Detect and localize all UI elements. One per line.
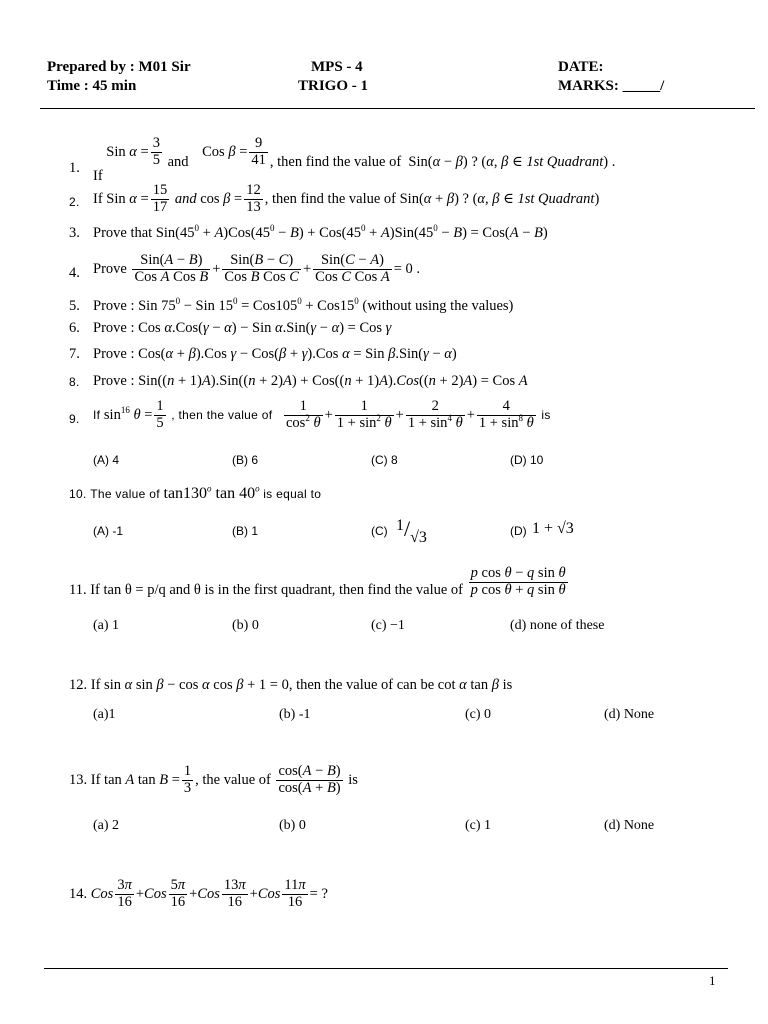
q7-prove: Prove : (93, 346, 135, 362)
q1-text: If Sin α = $\frac{3}{5}$ and Cos β = $\frac{9}{41}$ , then find the value of Sin(α − β) ? (α, β ∈ 1st Quadrant) . (93, 135, 616, 184)
q4-prove: Prove (93, 260, 127, 277)
q1-number: 1. (69, 160, 80, 176)
q12-number: 12. (69, 677, 88, 693)
q8-text: Prove : Sin((n + 1)A).Sin((n + 2)A) + Cos((n + 1)A).Cos((n + 2)A) = Cos A (93, 373, 528, 389)
q10-text: 10. The value of tan130$^o$ tan 40$^o$ is equal to (69, 483, 322, 502)
q10-option-b[interactable]: (B) 1 (232, 524, 259, 538)
q10-pre: The value of (90, 487, 160, 501)
q6-text: Prove : Cos α.Cos(γ − α) − Sin α.Sin(γ − α) = Cos γ (93, 320, 392, 336)
q2-quadrant: 1st Quadrant (517, 190, 595, 207)
date-label: DATE: (558, 59, 604, 75)
footer-rule (44, 968, 728, 969)
q11-option-a[interactable]: (a) 1 (93, 618, 120, 633)
q12-option-a[interactable]: (a)1 (93, 707, 116, 722)
q10-option-d-value: 1 + √3 (532, 520, 574, 537)
q1-and: and (167, 153, 189, 170)
q7-text: Prove : Cos(α + β).Cos γ − Cos(β + γ).Cos α = Sin β.Sin(γ − α) (93, 346, 457, 362)
q9-option-c[interactable]: (C) 8 (371, 453, 398, 467)
q2-find: , then find the value of (264, 190, 396, 207)
q10-number: 10. (69, 487, 87, 501)
q4-number: 4. (69, 265, 80, 281)
marks-label: MARKS: _____/ (558, 78, 665, 94)
q13-mid: , the value of (195, 771, 271, 788)
prepared-by: Prepared by : M01 Sir (47, 59, 191, 75)
q8-prove: Prove : (93, 373, 135, 389)
q10-post: is equal to (263, 487, 322, 501)
q9-is: is (541, 407, 551, 422)
q9-mid: , then the value of (171, 407, 273, 422)
q14-text: 14. Cos $\frac{3\pi}{16}$ +Cos $\frac{5\pi}{16}$ +Cos $\frac{13\pi}{16}$ +Cos $\frac{11\pi}{16}$ = ? (69, 877, 328, 910)
q3-number: 3. (69, 225, 80, 241)
q7-number: 7. (69, 346, 80, 362)
q11-number: 11. (69, 581, 87, 598)
q13-option-a[interactable]: (a) 2 (93, 818, 120, 833)
q9-text: If $\sin^{16} \theta$ = $\frac{1}{5}$ , then the value of $\frac{1}{\cos^2 \theta}$ + $\frac{1}{1 + \sin^2 \theta}$ + $\frac{2}{1 + \sin^4 \theta}$ + $\frac{4}{1 + \sin^8 \theta}$ is (93, 398, 551, 431)
q11-option-c[interactable]: (c) −1 (371, 618, 405, 633)
q10-option-a[interactable]: (A) -1 (93, 524, 123, 538)
q11-option-d[interactable]: (d) none of these (510, 618, 605, 633)
q10-option-c-value: 1/√3 (396, 516, 427, 546)
q14-equals: = ? (309, 885, 328, 902)
q11-text: 11. If tan θ = p/q and θ is in the first quadrant, then find the value of $\frac{\text{p cos θ − q sin θ}}{\text{p cos θ + q sin θ}}$ (69, 565, 566, 598)
q1-if: If (93, 167, 103, 184)
q13-option-d[interactable]: (d) None (604, 818, 655, 833)
q11-pre: If tan θ = p/q and θ is in the first quadrant, then find the value of (90, 581, 464, 598)
q2-number: 2. (69, 195, 80, 209)
mps-code: MPS - 4 (311, 59, 363, 75)
q12-if: If (90, 677, 101, 693)
q6-number: 6. (69, 320, 80, 336)
q12-option-d[interactable]: (d) None (604, 707, 655, 722)
q11-option-b[interactable]: (b) 0 (232, 618, 259, 633)
q1-find: , then find the value of (269, 153, 402, 170)
page-number: 1 (709, 973, 716, 988)
q3-prove: Prove that (93, 225, 153, 241)
q9-number: 9. (69, 412, 80, 426)
q9-option-d[interactable]: (D) 10 (510, 453, 544, 467)
q2-and: and (174, 190, 197, 207)
q10-option-c[interactable]: (C) (371, 524, 388, 538)
q13-number: 13. (69, 771, 88, 788)
q13-option-c[interactable]: (c) 1 (465, 818, 492, 833)
q8-number: 8. (69, 375, 80, 389)
q5-number: 5. (69, 298, 80, 314)
topic-title: TRIGO - 1 (298, 78, 369, 94)
q10-option-d[interactable]: (D) (510, 524, 527, 538)
q12-text: 12. If sin α sin β − cos α cos β + 1 = 0, then the value of can be cot α tan β is (69, 677, 513, 693)
q5-text: Prove : Sin $75^0$ − Sin $15^0 = Cos105^0 + Cos15^0$ (without using the values) (93, 296, 514, 314)
q13-if: If (90, 771, 101, 788)
q14-number: 14. (69, 885, 88, 902)
header-rule (40, 108, 755, 109)
q13-text: 13. If tan A tan B = $\frac{1}{3}$ , the value of $\frac{\cos(A - B)}{\cos(A + B)}$ is (69, 763, 358, 796)
q2-text: If Sin α = $\frac{15}{17}$ and cos β = $\frac{12}{13}$ , then find the value of Sin(α + β) ? (α, β ∈ 1st Quadrant) (93, 182, 600, 215)
q9-option-b[interactable]: (B) 6 (232, 453, 259, 467)
q12-is: is (502, 677, 513, 693)
q5-note: (without using the values) (362, 298, 514, 314)
q9-if: If (93, 407, 101, 422)
q9-option-a[interactable]: (A) 4 (93, 453, 120, 467)
q12-option-c[interactable]: (c) 0 (465, 707, 492, 722)
q12-mid: , then the value of can be (288, 677, 435, 693)
time-limit: Time : 45 min (47, 78, 137, 94)
q3-text: Prove that $Sin(45^0 + A)Cos(45^0 - B) + Cos(45^0 + A)Sin(45^0 - B) = Cos(A - B)$ (93, 223, 548, 241)
q2-if: If (93, 190, 103, 207)
q6-prove: Prove : (93, 320, 135, 336)
q13-is: is (348, 771, 358, 788)
q1-quadrant: 1st Quadrant (526, 153, 604, 170)
q5-prove: Prove : (93, 298, 135, 314)
q13-option-b[interactable]: (b) 0 (279, 818, 306, 833)
q12-option-b[interactable]: (b) -1 (279, 707, 311, 722)
q4-text: Prove $\frac{\text{Sin(A − B)}}{\text{Cos A Cos B}}$ + $\frac{\text{Sin(B − C)}}{\text{Cos B Cos C}}$ + $\frac{\text{Sin(C − A)}}{\text{Cos C Cos A}}$ = 0 . (93, 252, 421, 285)
